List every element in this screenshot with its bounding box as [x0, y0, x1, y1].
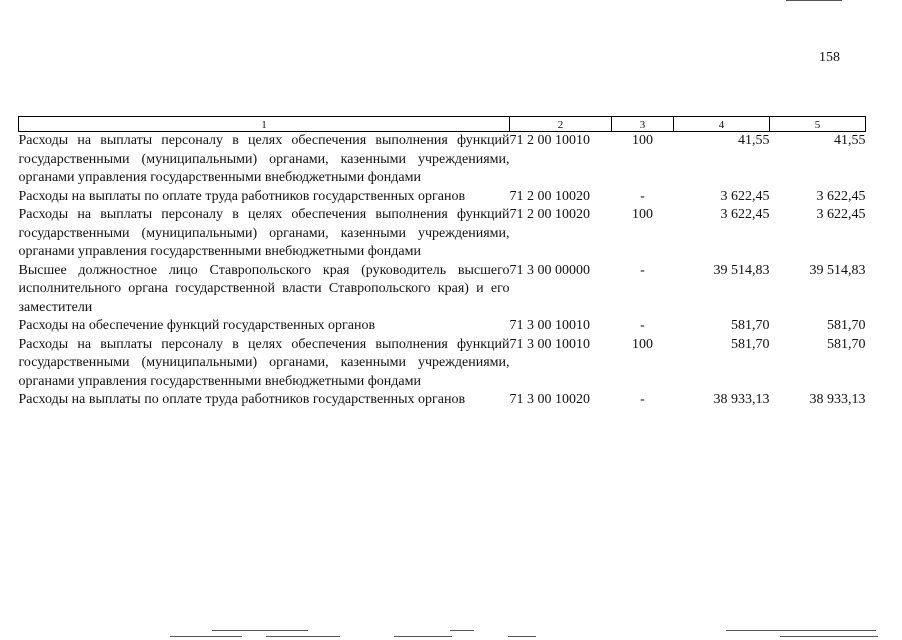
budget-table — [18, 116, 866, 410]
column-header-2: 2 — [510, 117, 612, 132]
table-row — [19, 262, 866, 318]
scan-artifact-bottom — [508, 636, 536, 637]
row-expense-type: - — [640, 262, 645, 278]
table-row — [19, 317, 866, 336]
row-amount-4: 41,55 — [738, 133, 770, 148]
row-description: Расходы на выплаты по оплате труда работников государственных органов — [18, 188, 466, 204]
row-description: Высшее должностное лицо Ставропольского края (руководитель высшего исполнительного органа государственной власти Ставропольского края) и его заместители — [18, 262, 510, 315]
row-amount-4: 581,70 — [731, 336, 770, 352]
row-expense-type: 100 — [632, 133, 653, 148]
scan-artifact-bottom — [450, 630, 474, 631]
row-amount-4: 3 622,45 — [720, 188, 770, 204]
row-code: 71 3 00 10010 — [509, 318, 590, 333]
row-amount-5: 3 622,45 — [816, 207, 866, 222]
row-amount-5: 39 514,83 — [809, 262, 866, 278]
row-code: 71 2 00 10020 — [509, 207, 590, 222]
scan-artifact-bottom — [394, 636, 452, 637]
row-description: Расходы на выплаты персоналу в целях обеспечения выполнения функций государственными (муниципальными) органами, казенными учреждениями, органами управления государственными внебюджетными фондами — [18, 133, 510, 185]
table-row — [19, 336, 866, 392]
row-description: Расходы на обеспечение функций государственных органов — [18, 318, 376, 333]
scan-artifact-bottom — [170, 636, 242, 637]
table-row — [19, 206, 866, 262]
page-number: 158 — [819, 50, 840, 65]
row-amount-4: 39 514,83 — [713, 262, 770, 278]
table-header-row — [19, 117, 866, 132]
scan-artifact-top — [786, 0, 842, 1]
row-code: 71 3 00 10010 — [509, 336, 590, 352]
table-row — [19, 391, 866, 410]
column-header-3: 3 — [612, 117, 674, 132]
column-header-4: 4 — [674, 117, 770, 132]
scan-artifact-bottom — [726, 630, 876, 631]
row-amount-4: 581,70 — [731, 318, 770, 333]
row-amount-5: 38 933,13 — [809, 392, 866, 407]
row-amount-4: 38 933,13 — [713, 392, 770, 407]
row-amount-5: 581,70 — [827, 318, 866, 333]
row-description: Расходы на выплаты персоналу в целях обеспечения выполнения функций государственными (муниципальными) органами, казенными учреждениями, органами управления государственными внебюджетными фондами — [18, 207, 510, 259]
table-row — [19, 132, 866, 188]
row-expense-type: - — [640, 392, 645, 407]
row-expense-type: - — [640, 318, 645, 333]
row-expense-type: 100 — [632, 336, 653, 352]
table-row — [19, 188, 866, 207]
column-header-5: 5 — [770, 117, 866, 132]
row-description: Расходы на выплаты по оплате труда работников государственных органов — [18, 392, 466, 407]
row-code: 71 2 00 10010 — [509, 133, 590, 148]
row-description: Расходы на выплаты персоналу в целях обеспечения выполнения функций государственными (муниципальными) органами, казенными учреждениями, органами управления государственными внебюджетными фондами — [18, 336, 510, 389]
row-code: 71 2 00 10020 — [509, 188, 590, 204]
row-code: 71 3 00 10020 — [509, 392, 590, 407]
scan-artifact-bottom — [780, 636, 878, 637]
row-amount-5: 3 622,45 — [816, 188, 866, 204]
row-amount-4: 3 622,45 — [720, 207, 770, 222]
scan-artifact-bottom — [266, 636, 340, 637]
row-amount-5: 581,70 — [827, 336, 866, 352]
column-header-1: 1 — [19, 117, 510, 132]
row-code: 71 3 00 00000 — [509, 262, 590, 278]
row-expense-type: - — [640, 188, 645, 204]
scan-artifact-bottom — [212, 630, 308, 631]
row-amount-5: 41,55 — [834, 133, 866, 148]
row-expense-type: 100 — [632, 207, 653, 222]
